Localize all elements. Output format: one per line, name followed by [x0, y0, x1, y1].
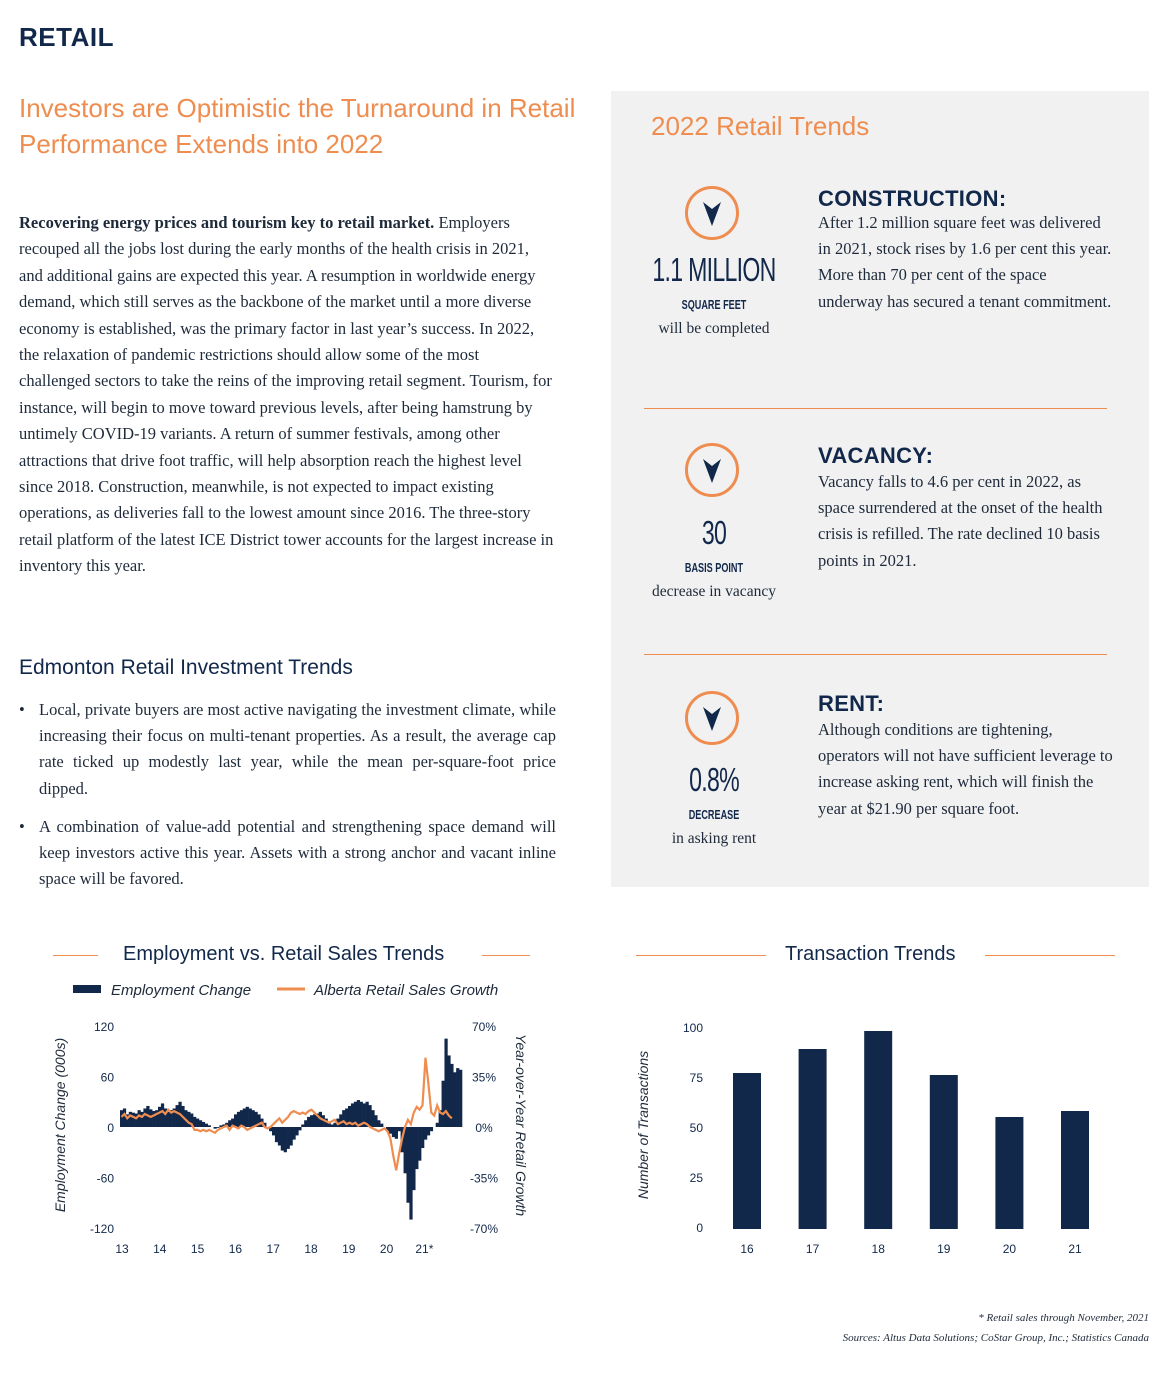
employment-bar — [292, 1127, 295, 1140]
employment-bar — [202, 1122, 205, 1127]
y-axis-ticks — [90, 1020, 114, 1236]
x-tick-label: 21* — [415, 1242, 434, 1256]
employment-bar — [228, 1120, 231, 1127]
down-arrow-icon — [685, 186, 739, 240]
employment-bar — [290, 1127, 293, 1146]
employment-bar — [342, 1110, 345, 1127]
employment-bar — [307, 1117, 310, 1127]
x-tick-label: 21 — [1068, 1242, 1082, 1256]
legend — [73, 982, 498, 999]
y-tick-label: 50 — [689, 1121, 703, 1135]
employment-bar — [418, 1127, 421, 1161]
y-tick-label: 120 — [93, 1020, 114, 1034]
employment-bars — [120, 1039, 462, 1220]
y-tick-label: 0 — [107, 1121, 114, 1135]
employment-bar — [287, 1127, 290, 1149]
employment-bar — [339, 1114, 342, 1127]
employment-bar — [284, 1127, 287, 1152]
employment-bar — [421, 1127, 424, 1148]
transaction-bar — [733, 1073, 761, 1229]
employment-bar — [442, 1081, 445, 1127]
employment-bar — [389, 1127, 392, 1134]
trend-unit: DECREASE — [688, 807, 740, 822]
transaction-bar — [864, 1031, 892, 1229]
down-arrow-icon — [685, 443, 739, 497]
y-tick-label: 100 — [682, 1021, 703, 1035]
employment-bar — [424, 1127, 427, 1140]
employment-bar — [430, 1127, 433, 1131]
x-axis-ticks — [115, 1242, 433, 1256]
chart-rule — [482, 955, 530, 956]
employment-bar — [395, 1127, 398, 1139]
employment-bar — [243, 1108, 246, 1127]
trend-stat: 0.8% — [689, 761, 739, 798]
employment-bar — [301, 1124, 304, 1127]
trend-unit: BASIS POINT — [684, 560, 744, 575]
employment-bar — [272, 1127, 275, 1135]
x-tick-label: 19 — [937, 1242, 951, 1256]
y2-axis-label: Year-over-Year Retail Growth — [513, 1033, 529, 1217]
x-tick-label: 13 — [115, 1242, 129, 1256]
employment-bar — [409, 1127, 412, 1220]
employment-bar — [234, 1114, 237, 1127]
employment-bar — [330, 1124, 333, 1127]
trend-unit: SQUARE FEET — [681, 297, 747, 312]
employment-chart-title: Employment vs. Retail Sales Trends — [123, 943, 445, 965]
y-tick-label: -120 — [89, 1222, 114, 1236]
trend-stat: 1.1 MILLION — [652, 251, 776, 288]
employment-bar — [120, 1110, 123, 1127]
trend-heading: CONSTRUCTION: — [818, 186, 1007, 211]
y-tick-label: -60 — [96, 1171, 114, 1186]
x-axis-ticks — [740, 1242, 1082, 1256]
y2-axis-ticks — [470, 1020, 498, 1236]
x-tick-label: 20 — [379, 1242, 394, 1256]
employment-bar — [281, 1127, 284, 1151]
body-text: Employers recouped all the jobs lost during the early months of the health crisis in 2021, and additional gains are expected this year. A resumption in worldwide energy demand, which still serves as the backbone of the market until a more diverse economy is established, was the primary factor in last year’s success. In 2022, the relaxation of pandemic restrictions should allow some of the most challenged sectors to take the reins of the improving retail segment. Tourism, for instance, will begin to move toward previous levels, after being hamstrung by untimely COVID-19 variants. A return of summer festivals, among other attractions that drive foot traffic, will help absorption reach the highest level since 2018. Construction, meanwhile, is not expected to impact existing operations, as deliveries fall to the lowest amount since 2016. The three-story retail platform of the latest ICE District tower accounts for the largest increase in inventory this year. — [19, 213, 554, 576]
trend-sub: in asking rent — [671, 830, 757, 847]
x-tick-label: 19 — [342, 1242, 356, 1256]
trend-sub: decrease in vacancy — [652, 583, 776, 600]
x-tick-label: 16 — [228, 1242, 243, 1256]
employment-bar — [427, 1127, 430, 1135]
legend-label: Employment Change — [111, 982, 252, 999]
y-axis-label: Employment Change (000s) — [52, 1037, 68, 1213]
employment-bar — [214, 1127, 217, 1129]
employment-bar — [406, 1127, 409, 1203]
trend-stat: 30 — [701, 514, 727, 551]
sources: Sources: Altus Data Solutions; CoStar Group, Inc.; Statistics Canada — [842, 1332, 1149, 1344]
investment-bullets — [19, 697, 556, 904]
employment-bar — [415, 1127, 418, 1169]
bullet-item: • Local, private buyers are most active navigating the investment climate, while increasing their focus on multi-tenant properties. As a result, the average cap rate ticked up modestly last year, while the mean per-square-foot price dipped. — [19, 697, 556, 802]
x-tick-label: 18 — [304, 1242, 318, 1256]
divider — [644, 654, 1107, 655]
section-label: RETAIL — [19, 22, 114, 52]
employment-bar — [278, 1127, 281, 1146]
y2-tick-label: 70% — [471, 1020, 497, 1034]
employment-bar — [295, 1127, 298, 1135]
employment-bar — [310, 1115, 313, 1127]
employment-bar — [374, 1115, 377, 1127]
down-arrow-icon — [685, 691, 739, 745]
trends-panel — [611, 91, 1149, 887]
employment-bar — [249, 1108, 252, 1127]
employment-bar — [158, 1107, 161, 1127]
employment-bar — [132, 1113, 135, 1127]
employment-bar — [138, 1110, 141, 1127]
y2-tick-label: 35% — [471, 1070, 497, 1085]
trend-heading: VACANCY: — [818, 443, 934, 468]
transaction-bar — [930, 1075, 958, 1229]
employment-bar — [152, 1111, 155, 1127]
divider — [644, 408, 1107, 409]
employment-bar — [392, 1127, 395, 1137]
x-tick-label: 17 — [805, 1242, 820, 1256]
x-tick-label: 14 — [153, 1242, 167, 1256]
employment-bar — [252, 1110, 255, 1127]
employment-bar — [205, 1124, 208, 1127]
employment-bar — [135, 1114, 138, 1127]
x-tick-label: 20 — [1002, 1242, 1017, 1256]
employment-bar — [313, 1114, 316, 1127]
y-tick-label: 0 — [696, 1221, 703, 1235]
trend-description: Although conditions are tightening, operators will not have sufficient leverage to increase asking rent, which will finish the year at $21.90 per square foot. — [818, 720, 1113, 818]
employment-bar — [143, 1108, 146, 1127]
employment-bar — [193, 1117, 196, 1127]
employment-bar — [129, 1112, 132, 1127]
chart-rule — [53, 955, 98, 956]
employment-chart — [40, 970, 580, 1260]
y2-tick-label: -70% — [469, 1222, 499, 1236]
y-tick-label: 60 — [100, 1070, 114, 1085]
x-tick-label: 15 — [190, 1242, 205, 1256]
y-tick-label: 25 — [689, 1171, 703, 1185]
investment-heading: Edmonton Retail Investment Trends — [19, 656, 353, 679]
legend-label: Alberta Retail Sales Growth — [314, 982, 499, 999]
y-axis-ticks — [683, 1021, 703, 1235]
trend-description: After 1.2 million square feet was delivered in 2021, stock rises by 1.6 per cent this year. More than 70 per cent of the space underway has secured a tenant commitment. — [818, 213, 1112, 311]
transaction-chart-title: Transaction Trends — [785, 943, 956, 965]
employment-bar — [216, 1127, 219, 1128]
transaction-bar — [1061, 1111, 1089, 1229]
transaction-bar — [995, 1117, 1023, 1229]
y2-tick-label: -35% — [469, 1171, 499, 1186]
employment-bar — [368, 1105, 371, 1127]
employment-bar — [199, 1120, 202, 1127]
employment-bar — [167, 1112, 170, 1127]
employment-bar — [237, 1112, 240, 1127]
employment-bar — [380, 1124, 383, 1127]
trend-description: Vacancy falls to 4.6 per cent in 2022, as space surrendered at the onset of the health crisis is refilled. The rate declined 10 basis points in 2021. — [818, 472, 1103, 570]
employment-bar — [196, 1119, 199, 1127]
x-tick-label: 16 — [740, 1242, 754, 1256]
transaction-bars — [733, 1031, 1089, 1229]
employment-bar — [357, 1100, 360, 1127]
employment-bar — [161, 1103, 164, 1127]
y2-tick-label: 0% — [475, 1121, 493, 1135]
employment-bar — [176, 1105, 179, 1127]
employment-bar — [377, 1120, 380, 1127]
employment-bar — [453, 1072, 456, 1127]
employment-bar — [149, 1109, 152, 1127]
employment-bar — [398, 1127, 401, 1131]
employment-bar — [187, 1112, 190, 1127]
chart-rule — [985, 955, 1115, 956]
headline: Investors are Optimistic the Turnaround in Retail Performance Extends into 2022 — [19, 93, 576, 159]
y-axis-label: Number of Transactions — [635, 1050, 651, 1200]
employment-bar — [412, 1127, 415, 1190]
trend-heading: RENT: — [818, 691, 885, 716]
employment-bar — [456, 1068, 459, 1127]
trend-sub: will be completed — [658, 320, 770, 337]
bullet-item: • A combination of value-add potential and strengthening space demand will keep investors active this year. Assets with a strong anchor and vacant inline space will be favored. — [19, 814, 556, 893]
employment-bar — [208, 1125, 211, 1127]
footnote: * Retail sales through November, 2021 — [978, 1312, 1149, 1324]
employment-bar — [304, 1120, 307, 1127]
employment-bar — [371, 1110, 374, 1127]
y-tick-label: 75 — [689, 1071, 703, 1085]
employment-bar — [275, 1127, 278, 1142]
body-lead: Recovering energy prices and tourism key to retail market. — [19, 213, 435, 232]
transaction-chart — [630, 970, 1130, 1260]
employment-bar — [436, 1123, 439, 1127]
employment-bar — [459, 1070, 462, 1127]
chart-rule — [636, 955, 766, 956]
legend-swatch-employment — [73, 985, 101, 993]
employment-bar — [298, 1127, 301, 1130]
x-tick-label: 17 — [266, 1242, 280, 1256]
body-paragraph — [19, 210, 554, 580]
x-tick-label: 18 — [871, 1242, 885, 1256]
trends-title: 2022 Retail Trends — [651, 111, 870, 141]
employment-bar — [246, 1107, 249, 1127]
transaction-bar — [799, 1049, 827, 1229]
